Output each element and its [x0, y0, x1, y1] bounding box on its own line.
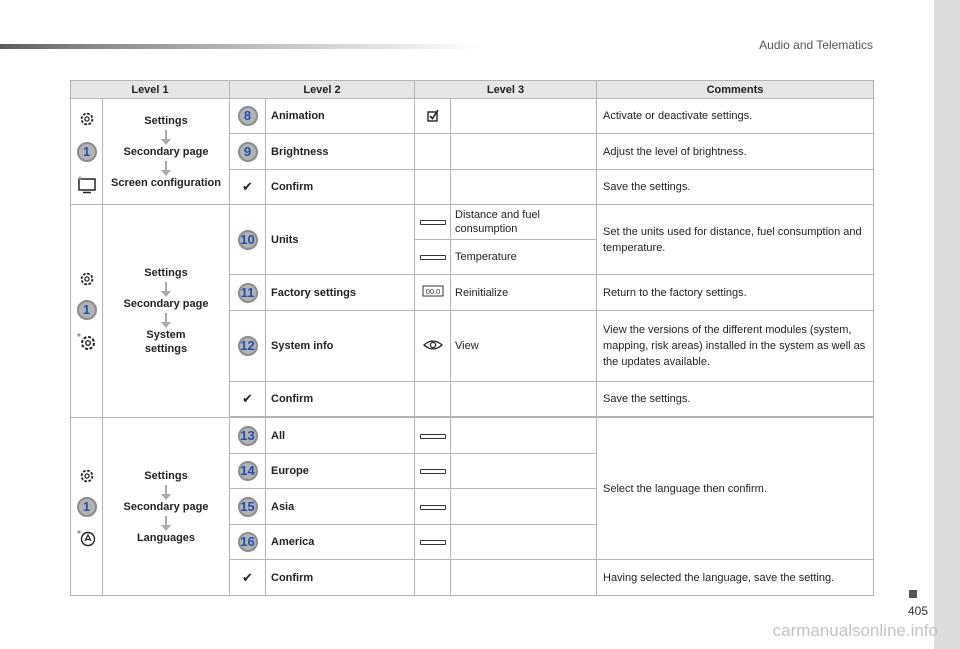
system-gear-icon [76, 332, 98, 352]
table-row [71, 418, 874, 454]
level3-text [451, 134, 597, 170]
setting-label: Animation [266, 99, 415, 134]
language-icon [76, 529, 98, 547]
navigation-path [103, 205, 230, 418]
level3-text [451, 170, 597, 205]
row-badge: 10 [238, 230, 258, 250]
row-badge: 11 [238, 283, 258, 303]
navigation-path [103, 418, 230, 596]
bar-icon [420, 505, 446, 510]
screen-icon [77, 176, 97, 194]
down-arrow-icon [165, 313, 167, 323]
reset-icon-text: 00.0 [425, 287, 440, 296]
comment-text: Activate or deactivate settings. [597, 99, 874, 134]
page-edge-strip [934, 0, 960, 649]
comment-text: Having selected the language, save the setting. [597, 560, 874, 596]
row-badge: 8 [238, 106, 258, 126]
gear-icon [78, 270, 96, 288]
comment-text: Select the language then confirm. [597, 418, 874, 560]
section-title: Audio and Telematics [759, 38, 873, 52]
checkbox-icon [426, 108, 440, 122]
level3-text: Temperature [451, 240, 597, 275]
comment-text: Save the settings. [597, 170, 874, 205]
level1-cell [71, 418, 103, 596]
level3-text: View [451, 311, 597, 382]
path-step-1: Settings [144, 267, 188, 279]
level3-text [451, 382, 597, 417]
level3-text: Reinitialize [451, 275, 597, 311]
path-step-2: Secondary page [123, 298, 209, 310]
watermark-text: carmanualsonline.info [772, 621, 938, 640]
level1-cell [71, 205, 103, 418]
path-step-1: Settings [144, 469, 188, 482]
level1-badge: 1 [77, 142, 97, 162]
setting-label: System info [266, 311, 415, 382]
bar-icon [420, 434, 446, 439]
eye-icon [423, 339, 443, 351]
path-step-3: Screen configuration [110, 176, 222, 189]
setting-label: Europe [266, 454, 415, 489]
setting-label: Brightness [266, 134, 415, 170]
check-icon: ✔ [242, 569, 253, 585]
gear-icon [78, 467, 96, 485]
comment-text: Save the settings. [597, 382, 874, 417]
level1-cell [71, 99, 103, 205]
header-level3: Level 3 [415, 81, 597, 99]
reset-icon [422, 285, 444, 297]
down-arrow-icon [165, 516, 167, 526]
bar-icon [420, 469, 446, 474]
check-icon: ✔ [242, 391, 253, 406]
row-badge: 15 [238, 497, 258, 517]
comment-text: Return to the factory settings. [597, 275, 874, 311]
setting-label: Asia [266, 489, 415, 525]
table-header-row [71, 81, 874, 99]
down-arrow-icon [165, 130, 167, 140]
bar-icon [420, 540, 446, 545]
path-step-3: Languages [136, 531, 196, 544]
header-level2: Level 2 [230, 81, 415, 99]
setting-label: America [266, 525, 415, 560]
path-step-2: Secondary page [123, 145, 209, 158]
row-badge: 13 [238, 426, 258, 446]
header-comments: Comments [597, 81, 874, 99]
row-badge: 16 [238, 532, 258, 552]
setting-label: Factory settings [266, 275, 415, 311]
setting-label: All [266, 418, 415, 454]
row-badge: 9 [238, 142, 258, 162]
bar-icon [420, 220, 446, 225]
row-badge: 14 [238, 461, 258, 481]
header-gradient-bar [0, 44, 480, 49]
comment-text: View the versions of the different modules (system, mapping, risk areas) installed in the system as well as the updates available. [597, 311, 874, 382]
table-row [71, 99, 874, 134]
path-step-1: Settings [144, 114, 188, 127]
comment-text: Adjust the level of brightness. [597, 134, 874, 170]
setting-label: Confirm [266, 382, 415, 417]
level3-text [451, 99, 597, 134]
path-step-2: Secondary page [123, 500, 209, 513]
bar-icon [420, 255, 446, 260]
level3-text: Distance and fuel consumption [451, 205, 597, 240]
setting-label: Confirm [266, 170, 415, 205]
down-arrow-icon [165, 161, 167, 171]
gear-icon [78, 110, 96, 128]
check-icon: ✔ [242, 179, 253, 194]
setting-label: Units [266, 205, 415, 275]
table-row [71, 205, 874, 240]
down-arrow-icon [165, 485, 167, 495]
settings-table [70, 80, 874, 596]
header-level1: Level 1 [71, 81, 230, 99]
path-step-3: System settings [144, 329, 188, 355]
level1-badge: 1 [77, 497, 97, 517]
setting-label: Confirm [266, 560, 415, 596]
row-badge: 12 [238, 336, 258, 356]
comment-text: Set the units used for distance, fuel consumption and temperature. [597, 205, 874, 275]
down-arrow-icon [165, 282, 167, 292]
navigation-path [103, 99, 230, 205]
level1-badge: 1 [77, 300, 97, 320]
page-marker [909, 590, 917, 598]
page-number: 405 [907, 604, 928, 618]
